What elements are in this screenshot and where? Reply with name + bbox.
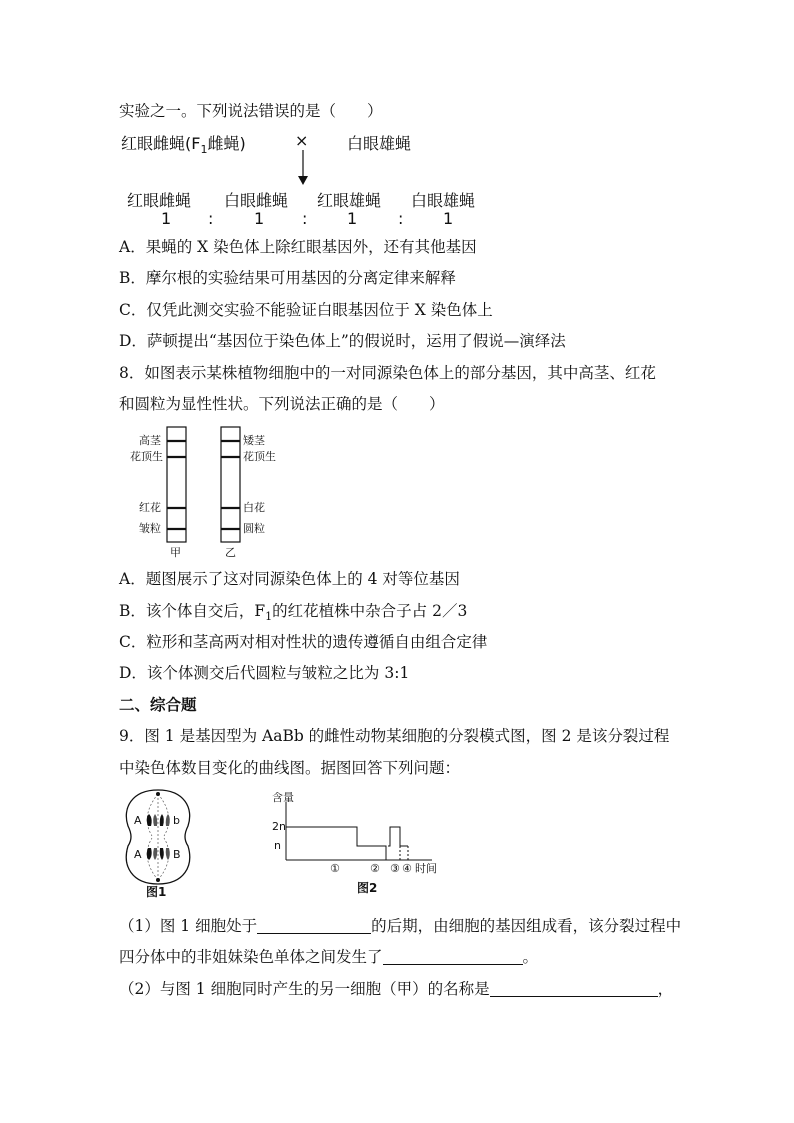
label-huadingsheng-left: 花顶生 [130, 450, 163, 463]
x-mark-1: ① [330, 862, 340, 875]
q9-stem-line1: 9．图 1 是基因型为 AaBb 的雌性动物某细胞的分裂模式图，图 2 是该分裂过程 [119, 727, 670, 745]
y-tick-2n: 2n [272, 820, 286, 833]
q7-option-d: D．萨顿提出“基因位于染色体上”的假说时，运用了假说—演绎法 [119, 332, 566, 350]
ratio-2: 1 [254, 209, 265, 228]
cross-arrow [296, 150, 310, 186]
q9-sub2-line1: （2）与图 1 细胞同时产生的另一细胞（甲）的名称是 ， [119, 980, 674, 998]
label-honghua: 红花 [139, 501, 161, 514]
offspring-4: 白眼雄蝇 [411, 191, 476, 210]
offspring-1: 红眼雌蝇 [127, 191, 192, 210]
q7-stem-tail: 实验之一。下列说法错误的是（ ） [119, 102, 383, 120]
figure-1-cell [118, 786, 198, 898]
offspring-3: 红眼雄蝇 [317, 191, 382, 210]
label-yi: 乙 [225, 546, 236, 559]
q8-option-b: B．该个体自交后，$F_1$的红花植株中杂合子占 2／3 [119, 602, 468, 624]
q8-option-c: C．粒形和茎高两对相对性状的遗传遵循自由组合定律 [119, 633, 488, 651]
label-aijing: 矮茎 [243, 434, 265, 447]
q8-option-d: D．该个体测交后代圆粒与皱粒之比为 3:1 [119, 664, 410, 682]
label-gaojing: 高茎 [139, 434, 161, 447]
y-tick-n: n [274, 839, 281, 852]
figure-2-chart [262, 792, 447, 898]
chromosome-yi [221, 427, 240, 542]
x-mark-3: ③ [390, 862, 400, 875]
label-baihua: 白花 [243, 501, 265, 514]
x-axis-label: 时间 [415, 862, 437, 875]
x-mark-4: ④ [402, 862, 412, 875]
chromosome-curve [286, 827, 386, 860]
q8-stem-line2: 和圆粒为显性性状。下列说法正确的是（ ） [119, 395, 445, 413]
chromosome-jia [167, 427, 186, 542]
ratio-1: 1 [161, 209, 172, 228]
gene-A-upper: A [134, 814, 142, 827]
cross-male: 白眼雄蝇 [347, 134, 412, 153]
ratio-3: 1 [347, 209, 358, 228]
figure-1-caption: 图1 [146, 885, 167, 898]
offspring-2: 白眼雌蝇 [224, 191, 289, 210]
x-mark-2: ② [370, 862, 380, 875]
q7-option-a: A．果蝇的 X 染色体上除红眼基因外，还有其他基因 [119, 238, 477, 256]
answer-blank-2[interactable] [383, 948, 523, 965]
answer-blank-1[interactable] [257, 917, 371, 934]
y-axis-label: 含量 [272, 792, 294, 804]
label-jia: 甲 [170, 546, 181, 559]
q9-stem-line2: 中染色体数目变化的曲线图。据图回答下列问题： [119, 759, 461, 777]
cross-symbol: × [295, 131, 309, 150]
chromosome-figure [130, 422, 300, 562]
ratio-colon-1: : [208, 209, 214, 228]
q8-option-a: A．题图展示了这对同源染色体上的 4 对等位基因 [119, 570, 460, 588]
label-yuanli: 圆粒 [243, 522, 265, 535]
q8-stem-line1: 8．如图表示某株植物细胞中的一对同源染色体上的部分基因，其中高茎、红花 [119, 364, 656, 382]
q9-sub1-line2: 四分体中的非姐妹染色单体之间发生了 。 [119, 948, 539, 966]
figure-2-caption: 图2 [357, 881, 378, 895]
ratio-colon-3: : [398, 209, 404, 228]
q7-option-c: C．仅凭此测交实验不能验证白眼基因位于 X 染色体上 [119, 301, 493, 319]
label-zhouli: 皱粒 [139, 522, 161, 535]
ratio-colon-2: : [302, 209, 308, 228]
cross-female: 红眼雌蝇($F_1$雌蝇) [121, 134, 246, 157]
q9-sub1-line1: （1）图 1 细胞处于 的后期，由细胞的基因组成看，该分裂过程中 [119, 917, 682, 935]
chromosome-curve-peak [388, 827, 408, 846]
ratio-4: 1 [443, 209, 454, 228]
gene-b-upper: b [173, 814, 180, 827]
label-huadingsheng-right: 花顶生 [243, 450, 276, 463]
section-title: 二、综合题 [119, 695, 197, 714]
q7-option-b: B．摩尔根的实验结果可用基因的分离定律来解释 [119, 269, 456, 287]
answer-blank-3[interactable] [490, 980, 658, 997]
gene-A-lower: A [134, 848, 142, 861]
gene-B-lower: B [173, 848, 181, 861]
